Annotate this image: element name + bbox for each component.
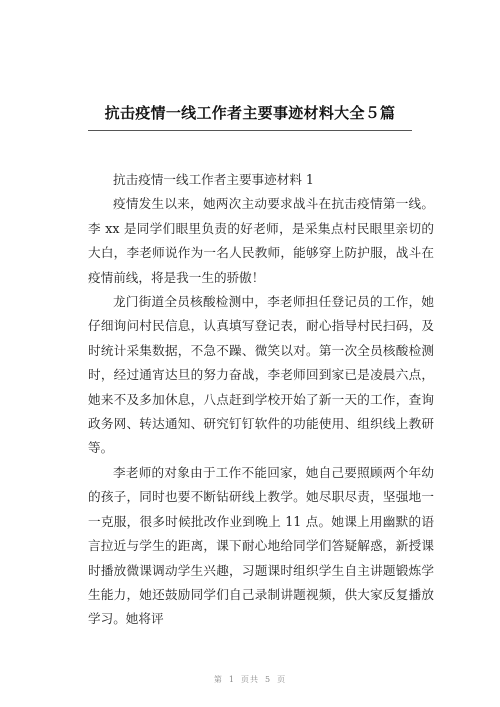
page-footer (0, 674, 500, 685)
section-heading: 抗击疫情一线工作者主要事迹材料 1 (113, 172, 314, 187)
body-paragraph-3: 李老师的对象由于工作不能回家，她自己要照顾两个年幼的孩子，同时也要不断钻研线上教学。她尽职尽责，坚强地一一克服，很多时候批改作业到晚上 11 点。她课上用幽默的语言拉近与学生的距离，课下耐心地给同学们答疑解惑，新授课时播放微课调动学生兴趣，习题课时组织学生自主讲题锻炼学生能力，她还鼓励同学们自己录制讲题视频，供大家反复播放学习。她将评 (88, 464, 434, 627)
title-divider (88, 130, 412, 131)
document-body (88, 168, 434, 632)
footer-page-total: 5 (265, 675, 272, 684)
footer-page-suffix: 页 (277, 675, 287, 684)
footer-page-number: 1 (228, 675, 235, 684)
footer-page-middle: 页共 (241, 675, 259, 684)
footer-page-prefix: 第 (213, 675, 223, 684)
body-paragraph-1: 疫情发生以来，她两次主动要求战斗在抗击疫情第一线。李 xx 是同学们眼里负责的好老师，是采集点村民眼里亲切的大白，李老师说作为一名人民教师，能够穿上防护服，战斗在疫情前线，将是我一生的骄傲！ (88, 196, 434, 285)
document-title: 抗击疫情一线工作者主要事迹材料大全５篇 (104, 104, 396, 122)
body-paragraph-2: 龙门街道全员核酸检测中，李老师担任登记员的工作，她仔细询问村民信息，认真填写登记表，耐心指导村民扫码，及时统计采集数据，不急不躁、微笑以对。第一次全员核酸检测时，经过通宵达旦的努力奋战，李老师回到家已是凌晨六点，她来不及多加休息，八点赶到学校开始了新一天的工作，查询政务网、转达通知、研究钉钉软件的功能使用、组织线上教研等。 (88, 294, 434, 456)
